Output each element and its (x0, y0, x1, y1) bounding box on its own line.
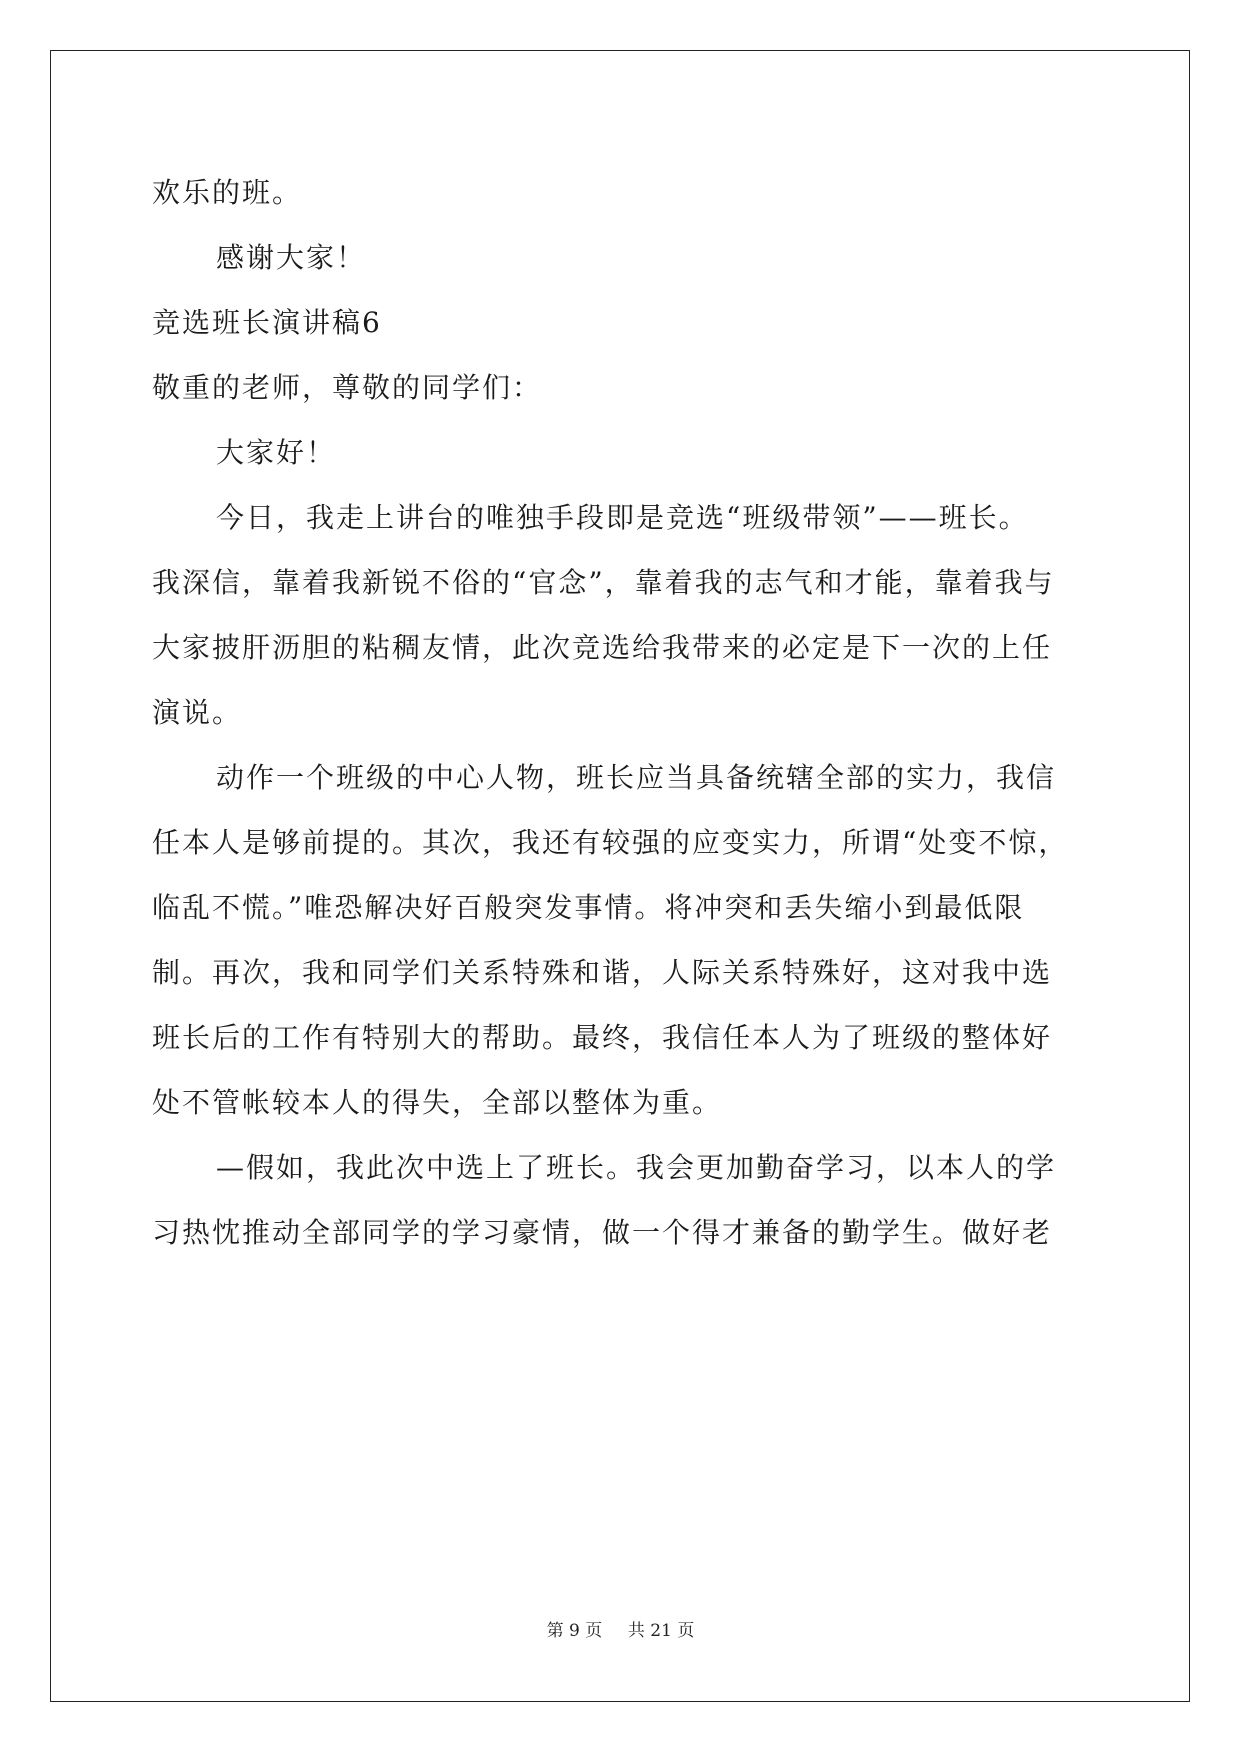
text-line-6: 今日，我走上讲台的唯独手段即是竞选“班级带领”——班长。 (216, 501, 1029, 534)
total-pages: 共 21 页 (627, 1621, 695, 1641)
text-line-2: 感谢大家！ (216, 241, 367, 274)
section-heading: 竞选班长演讲稿6 (152, 306, 382, 339)
text-line-12: 临乱不慌。”唯恐解决好百般突发事情。将冲突和丢失缩小到最低限 (152, 891, 1025, 924)
page-footer (0, 1616, 1241, 1641)
text-line-15: 处不管帐较本人的得失，全部以整体为重。 (152, 1086, 723, 1119)
salutation: 敬重的老师，尊敬的同学们： (152, 371, 543, 404)
document-body (152, 160, 1092, 1265)
text-line-11: 任本人是够前提的。其次，我还有较强的应变实力，所谓“处变不惊， (152, 826, 1069, 859)
greeting: 大家好！ (216, 436, 337, 469)
text-line-8: 大家披肝沥胆的粘稠友情，此次竞选给我带来的必定是下一次的上任 (152, 631, 1053, 664)
text-line-16: —假如，我此次中选上了班长。我会更加勤奋学习，以本人的学 (216, 1151, 1057, 1184)
text-line-7: 我深信，靠着我新锐不俗的“官念”，靠着我的志气和才能，靠着我与 (152, 566, 1055, 599)
text-line-14: 班长后的工作有特别大的帮助。最终，我信任本人为了班级的整体好 (152, 1021, 1053, 1054)
text-line-13: 制。再次，我和同学们关系特殊和谐，人际关系特殊好，这对我中选 (152, 956, 1053, 989)
text-line-1: 欢乐的班。 (152, 176, 303, 209)
text-line-17: 习热忱推动全部同学的学习豪情，做一个得才兼备的勤学生。做好老 (152, 1216, 1053, 1249)
text-line-10: 动作一个班级的中心人物，班长应当具备统辖全部的实力，我信 (216, 761, 1057, 794)
page-number: 第 9 页 (546, 1621, 603, 1641)
text-line-9: 演说。 (152, 696, 243, 729)
